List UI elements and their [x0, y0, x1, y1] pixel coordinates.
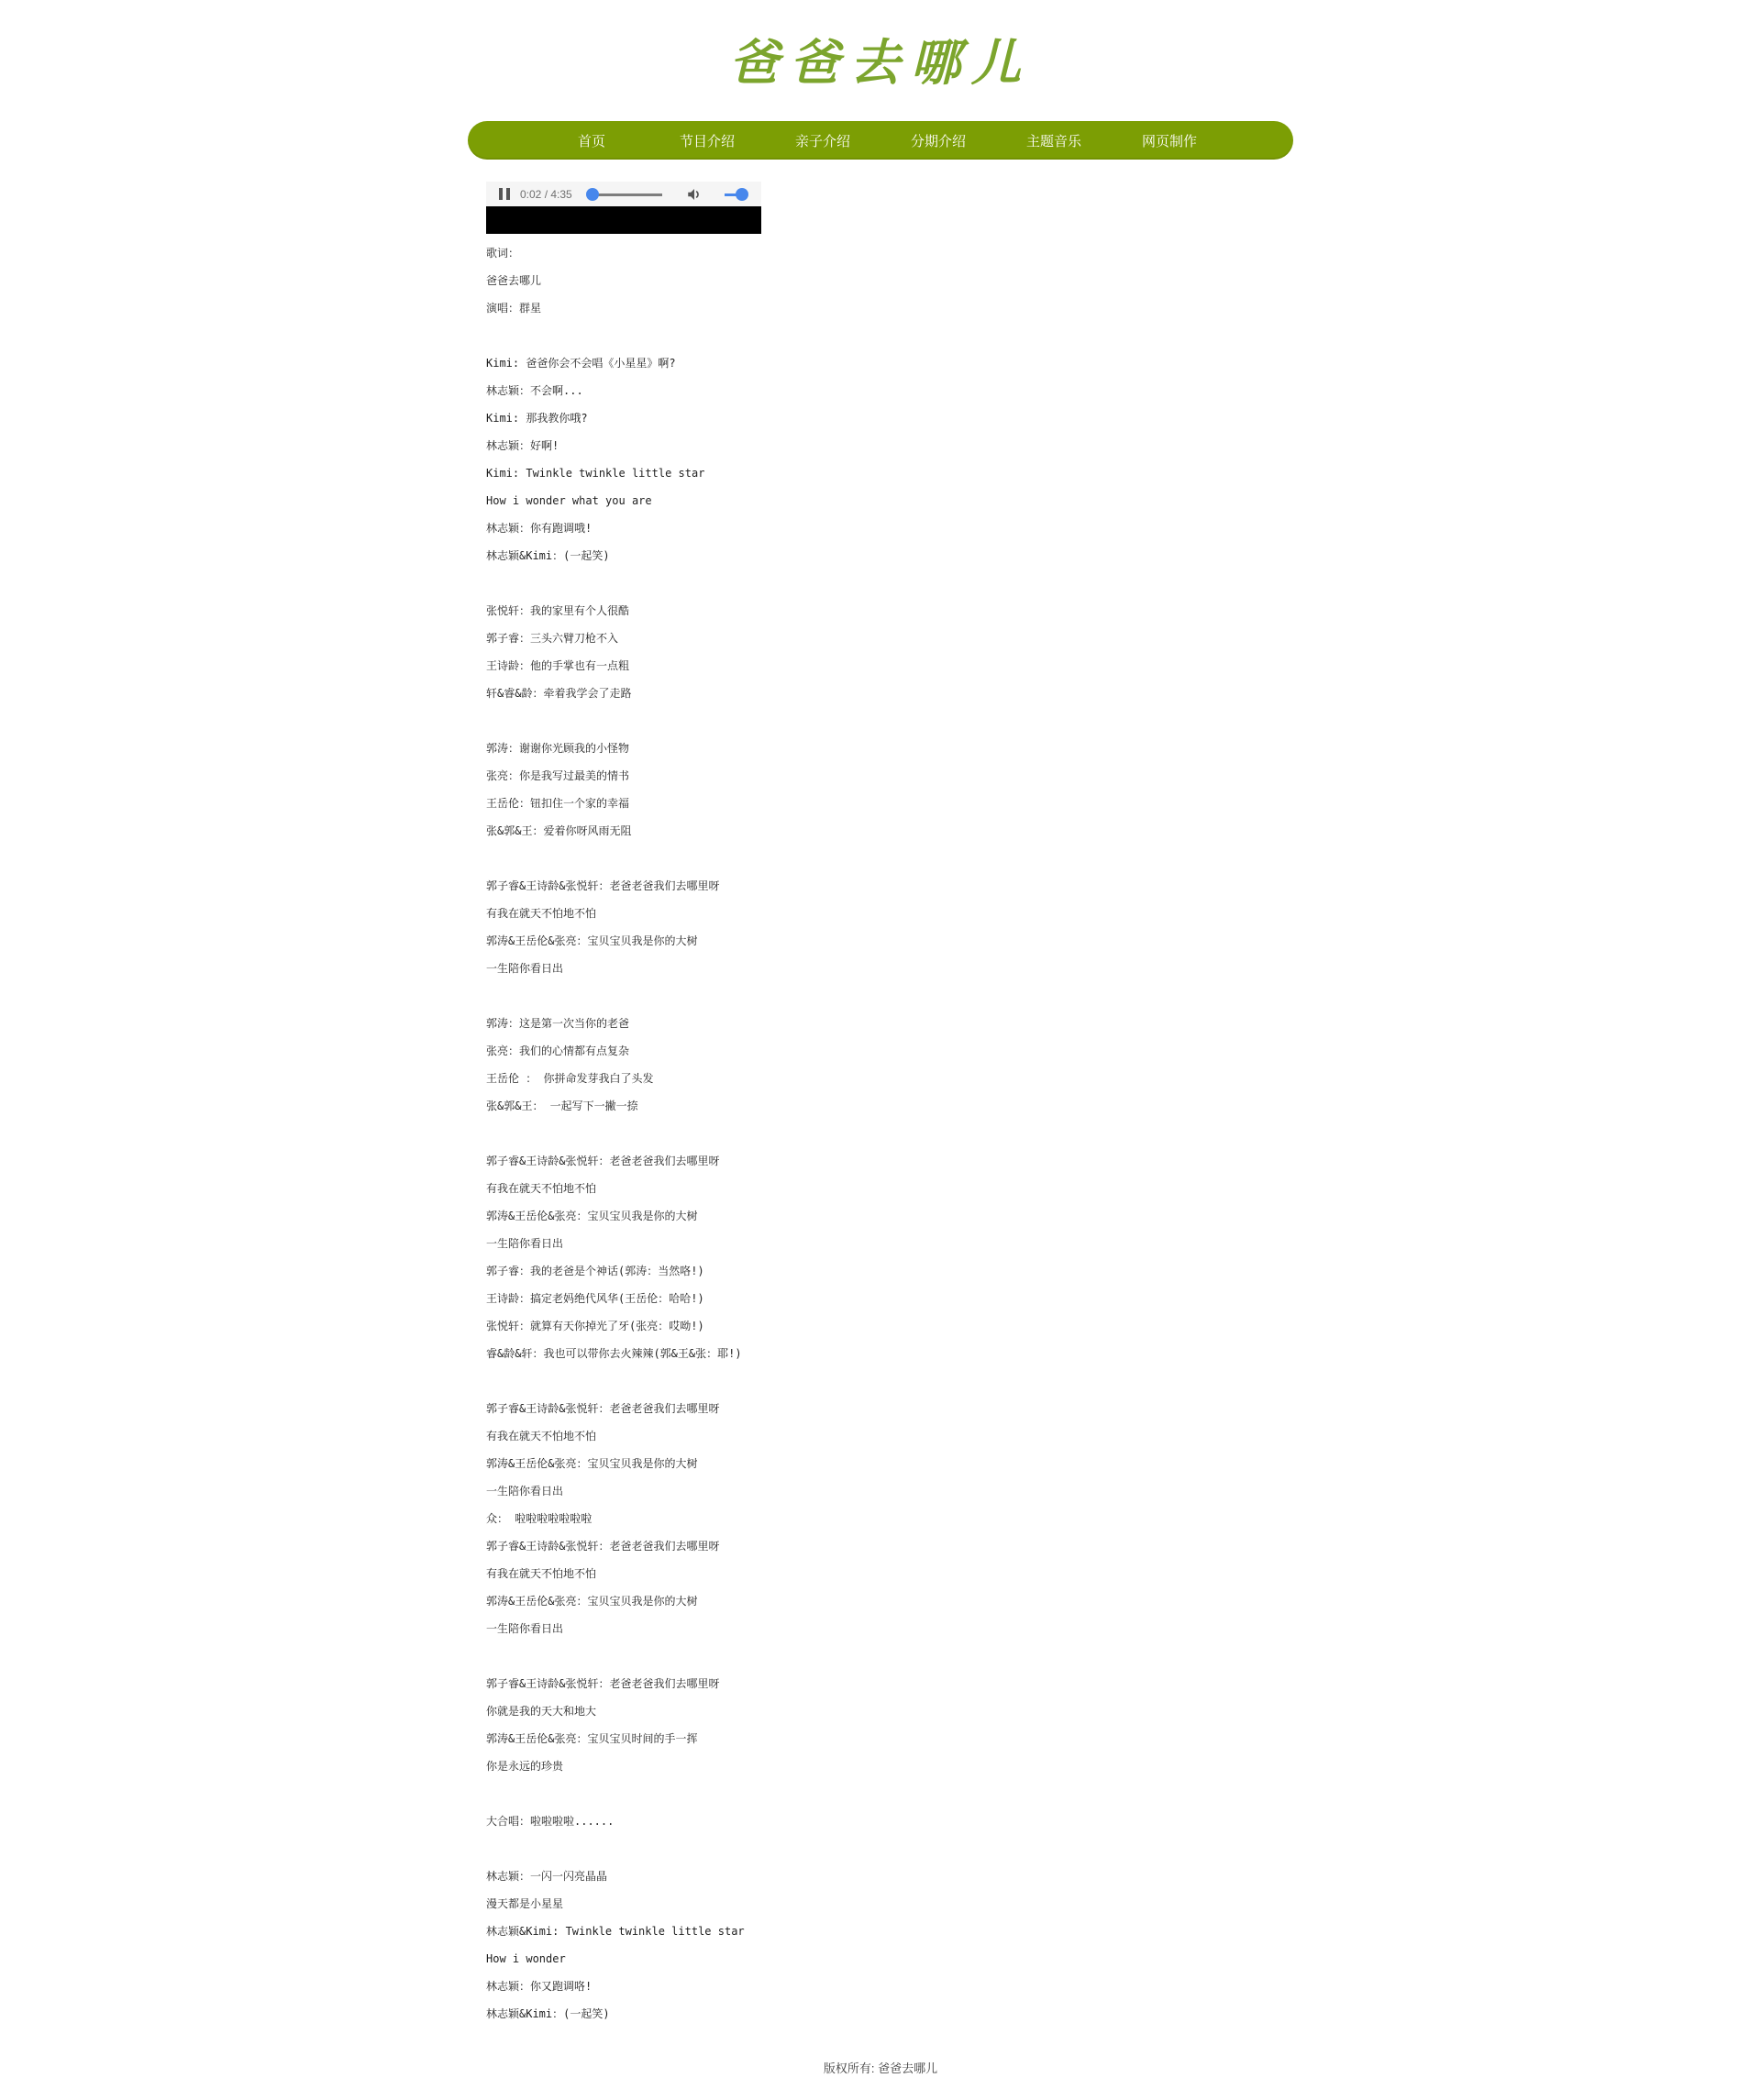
- lyric-blank-line: [486, 989, 1293, 1004]
- copyright-text: 版权所有: 爸爸去哪儿: [823, 2061, 938, 2075]
- lyric-line: 郭涛&王岳伦&张亮：宝贝宝贝我是你的大树: [486, 1210, 698, 1222]
- lyric-line: 林志颖&Kimi：(一起笑): [486, 549, 610, 562]
- lyric-line: 睿&龄&轩：我也可以带你去火辣辣(郭&王&张：耶!): [486, 1347, 742, 1360]
- main-content: [486, 182, 1293, 2022]
- lyric-line: 郭涛&王岳伦&张亮：宝贝宝贝我是你的大树: [486, 1457, 698, 1470]
- lyric-line: 郭子睿&王诗龄&张悦轩：老爸老爸我们去哪里呀: [486, 1155, 720, 1167]
- lyric-line: 漫天都是小星星: [486, 1897, 564, 1910]
- lyric-line: 张&郭&王：爱着你呀风雨无阻: [486, 824, 632, 837]
- site-logo: 爸爸去哪儿: [729, 33, 1032, 92]
- nav-item-web-design[interactable]: 网页制作: [1141, 133, 1197, 149]
- progress-track: [597, 193, 662, 196]
- lyric-line: 王诗龄：搞定老妈绝代风华(王岳伦：哈哈!): [486, 1292, 704, 1305]
- lyric-line: 郭涛&王岳伦&张亮：宝贝宝贝我是你的大树: [486, 1595, 698, 1608]
- lyric-blank-line: [486, 1126, 1293, 1142]
- lyric-line: Kimi: 那我教你哦?: [486, 412, 588, 425]
- lyric-line: 郭涛：这是第一次当你的老爸: [486, 1017, 630, 1030]
- lyric-line: 你是永远的珍贵: [486, 1760, 564, 1773]
- lyric-line: 张亮：你是我写过最美的情书: [486, 769, 630, 782]
- lyric-line: 爸爸去哪儿: [486, 274, 542, 287]
- volume-slider[interactable]: [725, 188, 748, 201]
- lyric-line: 郭涛：谢谢你光顾我的小怪物: [486, 742, 630, 755]
- lyric-line: 一生陪你看日出: [486, 1485, 564, 1498]
- lyric-line: 张&郭&王： 一起写下一撇一捺: [486, 1100, 638, 1112]
- lyric-line: 一生陪你看日出: [486, 1237, 564, 1250]
- volume-icon[interactable]: [686, 186, 703, 203]
- lyric-line: 张悦轩：就算有天你掉光了牙(张亮：哎呦!): [486, 1320, 704, 1332]
- lyric-line: 你就是我的天大和地大: [486, 1705, 597, 1718]
- lyric-blank-line: [486, 713, 1293, 729]
- lyric-line: 有我在就天不怕地不怕: [486, 1182, 597, 1195]
- lyric-line: How i wonder: [486, 1952, 566, 1965]
- lyric-line: 林志颖：不会啊...: [486, 384, 583, 397]
- lyrics-block: [486, 246, 1293, 2022]
- lyric-line: 歌词：: [486, 247, 520, 260]
- page: [468, 0, 1293, 2100]
- audio-controls: [486, 182, 761, 206]
- lyric-blank-line: [486, 1649, 1293, 1664]
- lyric-line: 一生陪你看日出: [486, 962, 564, 975]
- lyric-line: 林志颖&Kimi: Twinkle twinkle little star: [486, 1925, 745, 1938]
- lyric-line: 郭子睿&王诗龄&张悦轩：老爸老爸我们去哪里呀: [486, 1402, 720, 1415]
- volume-thumb[interactable]: [736, 188, 748, 201]
- lyric-line: 有我在就天不怕地不怕: [486, 1567, 597, 1580]
- lyric-line: 王岳伦：钮扣住一个家的幸福: [486, 797, 630, 810]
- nav-item-episode-intro[interactable]: 分期介绍: [910, 133, 966, 149]
- lyric-line: 林志颖：你又跑调咯!: [486, 1980, 593, 1993]
- lyric-line: Kimi: Twinkle twinkle little star: [486, 467, 705, 480]
- lyric-line: 郭子睿：我的老爸是个神话(郭涛：当然咯!): [486, 1265, 704, 1277]
- progress-slider[interactable]: [586, 188, 662, 201]
- lyric-line: 林志颖：一闪一闪亮晶晶: [486, 1870, 608, 1883]
- header: [468, 0, 1293, 92]
- lyric-line: 张悦轩：我的家里有个人很酷: [486, 604, 630, 617]
- lyric-line: 大合唱：啦啦啦啦......: [486, 1815, 615, 1828]
- player-black-area: [486, 206, 761, 234]
- playback-time: 0:02 / 4:35: [520, 187, 572, 201]
- lyric-line: 演唱：群星: [486, 302, 542, 315]
- lyric-line: 郭涛&王岳伦&张亮：宝贝宝贝时间的手一挥: [486, 1732, 698, 1745]
- nav-item-theme-music[interactable]: 主题音乐: [1025, 133, 1081, 149]
- footer: [468, 2059, 1293, 2100]
- lyric-blank-line: [486, 1786, 1293, 1802]
- nav-item-home[interactable]: 首页: [577, 133, 605, 149]
- lyric-line: 张亮：我们的心情都有点复杂: [486, 1044, 630, 1057]
- main-nav: [468, 121, 1293, 160]
- lyric-blank-line: [486, 576, 1293, 591]
- lyric-line: 王岳伦 ： 你拼命发芽我白了头发: [486, 1072, 654, 1085]
- audio-player: [486, 182, 761, 234]
- lyric-blank-line: [486, 328, 1293, 344]
- lyric-blank-line: [486, 1841, 1293, 1857]
- lyric-line: 林志颖&Kimi：(一起笑): [486, 2007, 610, 2020]
- lyric-line: 郭子睿：三头六臂刀枪不入: [486, 632, 619, 645]
- lyric-line: 众： 啦啦啦啦啦啦啦: [486, 1512, 593, 1525]
- nav-item-program-intro[interactable]: 节目介绍: [679, 133, 735, 149]
- lyric-line: Kimi: 爸爸你会不会唱《小星星》啊?: [486, 357, 676, 370]
- lyric-blank-line: [486, 851, 1293, 867]
- nav-item-parent-child-intro[interactable]: 亲子介绍: [794, 133, 850, 149]
- lyric-line: 王诗龄：他的手掌也有一点粗: [486, 659, 630, 672]
- lyric-line: How i wonder what you are: [486, 494, 652, 507]
- lyric-line: 郭子睿&王诗龄&张悦轩：老爸老爸我们去哪里呀: [486, 879, 720, 892]
- lyric-line: 郭子睿&王诗龄&张悦轩：老爸老爸我们去哪里呀: [486, 1677, 720, 1690]
- lyric-blank-line: [486, 1374, 1293, 1389]
- pause-icon[interactable]: [499, 188, 510, 200]
- lyric-line: 有我在就天不怕地不怕: [486, 907, 597, 920]
- lyric-line: 林志颖：你有跑调哦!: [486, 522, 593, 535]
- lyric-line: 林志颖：好啊!: [486, 439, 559, 452]
- lyric-line: 郭子睿&王诗龄&张悦轩：老爸老爸我们去哪里呀: [486, 1540, 720, 1553]
- lyric-line: 郭涛&王岳伦&张亮：宝贝宝贝我是你的大树: [486, 934, 698, 947]
- lyric-line: 一生陪你看日出: [486, 1622, 564, 1635]
- lyric-line: 有我在就天不怕地不怕: [486, 1430, 597, 1442]
- lyric-line: 轩&睿&龄：牵着我学会了走路: [486, 687, 632, 700]
- progress-thumb[interactable]: [586, 188, 599, 201]
